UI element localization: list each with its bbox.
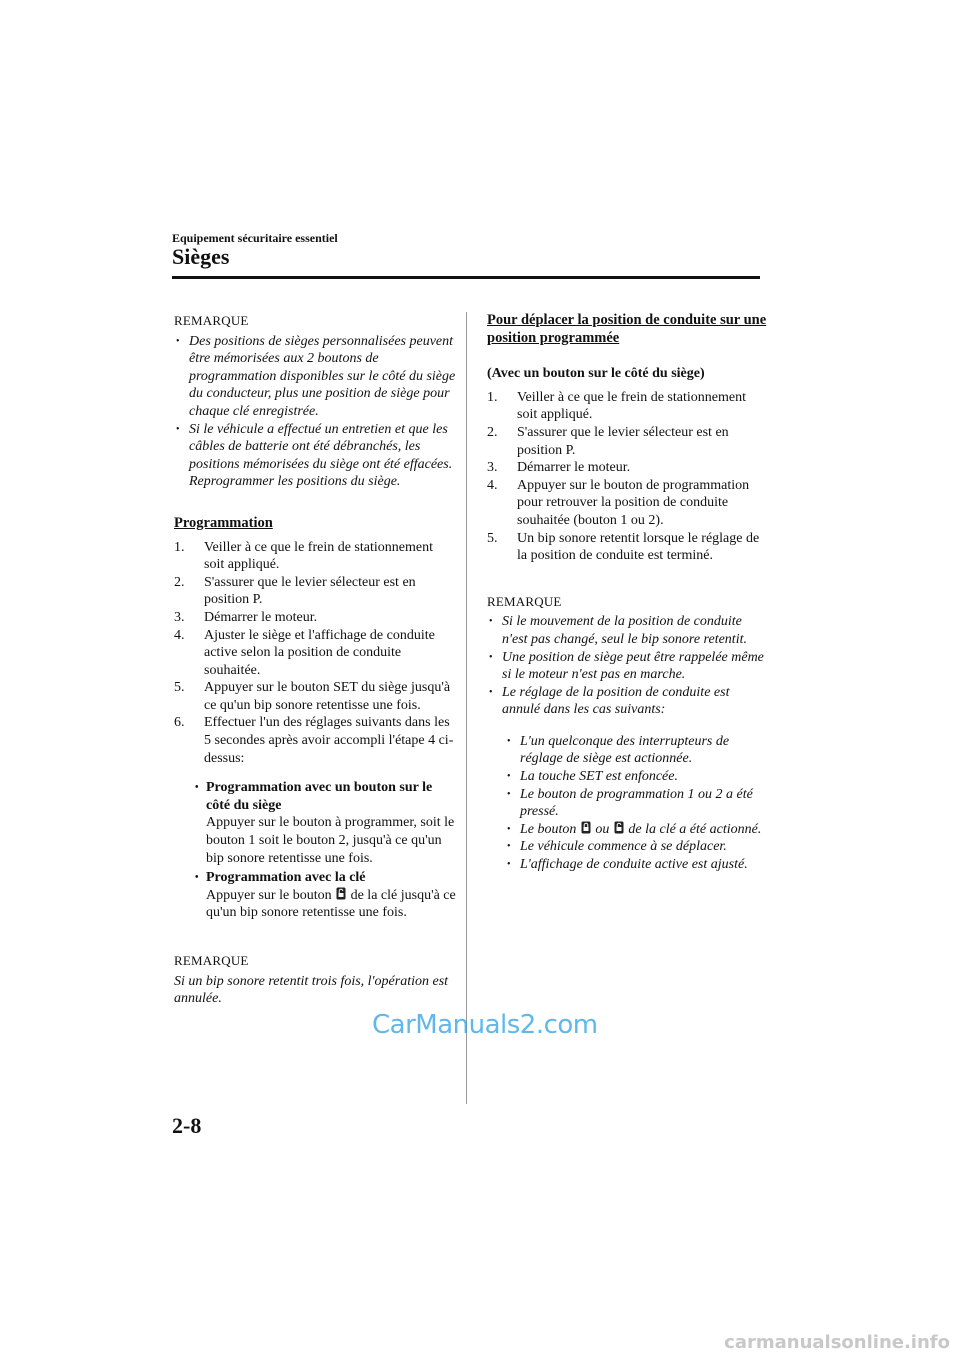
condition-text-part: ou bbox=[595, 821, 610, 837]
section-title-programmation: Programmation bbox=[174, 514, 273, 531]
step-number: 1. bbox=[487, 389, 498, 405]
step-number: 3. bbox=[174, 609, 185, 625]
note-block-2 bbox=[174, 952, 456, 1008]
step-text: Appuyer sur le bouton SET du siège jusqu'à ce qu'un bip sonore retentisse une fois. bbox=[204, 680, 451, 713]
step-item bbox=[174, 609, 456, 627]
header-rule bbox=[172, 276, 760, 279]
option-title: • Programmation avec la clé bbox=[206, 869, 456, 887]
note-item: • Si le mouvement de la position de conduite n'est pas changé, seul le bip sonore retentit. bbox=[487, 613, 767, 648]
option-text-part: Appuyer sur le bouton bbox=[206, 887, 332, 903]
step-number: 2. bbox=[487, 424, 498, 440]
condition-item bbox=[505, 821, 767, 839]
note-item: • Une position de siège peut être rappelée même si le moteur n'est pas en marche. bbox=[487, 649, 767, 684]
note-list bbox=[174, 333, 456, 491]
condition-text-part: de la clé a été actionné. bbox=[628, 821, 762, 837]
condition-item: • L'un quelconque des interrupteurs de réglage de siège est actionnée. bbox=[505, 733, 767, 768]
page-number: 2-8 bbox=[172, 1113, 202, 1138]
note-block-1 bbox=[174, 312, 456, 491]
column-divider bbox=[466, 312, 467, 1104]
note-title: REMARQUE bbox=[174, 953, 249, 968]
note-list bbox=[487, 613, 767, 719]
watermark-carmanuals2: CarManuals2.com bbox=[372, 1010, 598, 1040]
option-title: • Programmation avec un bouton sur le côté du siège bbox=[206, 779, 456, 814]
step-item bbox=[487, 477, 767, 530]
step-item bbox=[174, 627, 456, 680]
subhead: (Avec un bouton sur le côté du siège) bbox=[487, 366, 705, 382]
note-title: REMARQUE bbox=[487, 593, 562, 609]
step-item bbox=[174, 574, 456, 609]
step-number: 5. bbox=[174, 680, 185, 696]
header-section: Equipement sécuritaire essentiel bbox=[172, 231, 338, 245]
option-text bbox=[206, 887, 456, 922]
step-number: 5. bbox=[487, 530, 498, 546]
cancel-conditions-list bbox=[487, 733, 767, 874]
option-seat-button bbox=[204, 779, 456, 867]
step-text: Effectuer l'un des réglages suivants dans les 5 secondes après avoir accompli l'étape 4 ci-dessus: bbox=[204, 715, 454, 766]
note-item: • Des positions de sièges personnalisées peuvent être mémorisées aux 2 boutons de programmation disponibles sur le côté du siège du conducteur, plus une position de siège pour chaque clé enregistrée. bbox=[174, 333, 456, 421]
step-item bbox=[487, 389, 767, 424]
option-key bbox=[204, 869, 456, 922]
option-text-part: de la clé jusqu'à ce qu'un bip sonore retentisse une fois. bbox=[206, 887, 456, 921]
programming-options bbox=[204, 779, 456, 922]
step-text: Un bip sonore retentit lorsque le réglage de la position de conduite est terminé. bbox=[517, 530, 760, 564]
step-item bbox=[487, 459, 767, 477]
lock-key-icon bbox=[581, 821, 591, 834]
note-item: • Le réglage de la position de conduite est annulé dans les cas suivants: bbox=[487, 684, 767, 719]
step-text: Appuyer sur le bouton de programmation pour retrouver la position de conduite souhaitée (bouton 1 ou 2). bbox=[517, 477, 750, 528]
step-number: 2. bbox=[174, 574, 185, 590]
section-title-recall: Pour déplacer la position de conduite sur une position programmée bbox=[487, 312, 767, 346]
step-item bbox=[174, 679, 456, 714]
step-text: Démarrer le moteur. bbox=[204, 609, 318, 625]
step-item bbox=[174, 714, 456, 767]
step-number: 1. bbox=[174, 539, 185, 555]
note-title: REMARQUE bbox=[174, 313, 249, 328]
note-text: Si un bip sonore retentit trois fois, l'opération est annulée. bbox=[174, 973, 449, 1007]
condition-text-part: Le bouton bbox=[520, 821, 577, 837]
unlock-key-icon bbox=[336, 887, 346, 900]
step-text: S'assurer que le levier sélecteur est en position P. bbox=[204, 574, 416, 608]
note-item: • Si le véhicule a effectué un entretien et que les câbles de batterie ont été débranchés, les positions mémorisées du siège ont été effacées. Reprogrammer les positions du siège. bbox=[174, 421, 456, 491]
condition-item: • La touche SET est enfoncée. bbox=[505, 768, 767, 786]
option-text: Appuyer sur le bouton à programmer, soit le bouton 1 soit le bouton 2, jusqu'à ce qu'un bip sonore retentisse une fois. bbox=[206, 815, 455, 866]
step-text: Démarrer le moteur. bbox=[517, 460, 631, 476]
step-text: Ajuster le siège et l'affichage de conduite active selon la position de conduite souhaitée. bbox=[204, 627, 435, 678]
step-item bbox=[487, 530, 767, 565]
step-number: 4. bbox=[174, 627, 185, 643]
condition-item: • Le bouton de programmation 1 ou 2 a été pressé. bbox=[505, 786, 767, 821]
condition-item: • L'affichage de conduite active est ajusté. bbox=[505, 856, 767, 874]
step-text: S'assurer que le levier sélecteur est en position P. bbox=[517, 424, 729, 458]
step-text: Veiller à ce que le frein de stationnement soit appliqué. bbox=[517, 389, 746, 423]
right-column bbox=[487, 312, 767, 874]
recall-steps bbox=[487, 389, 767, 565]
unlock-key-icon bbox=[614, 821, 624, 834]
step-text: Veiller à ce que le frein de stationnement soit appliqué. bbox=[204, 539, 433, 573]
watermark-carmanualsonline: carmanualsonline.info bbox=[724, 1332, 950, 1353]
programming-steps bbox=[174, 539, 456, 768]
step-number: 4. bbox=[487, 477, 498, 493]
note-block-3 bbox=[487, 593, 767, 874]
step-number: 6. bbox=[174, 715, 185, 731]
step-number: 3. bbox=[487, 460, 498, 476]
step-item bbox=[174, 539, 456, 574]
left-column bbox=[174, 312, 456, 1008]
step-item bbox=[487, 424, 767, 459]
page-title: Sièges bbox=[172, 244, 230, 269]
condition-item: • Le véhicule commence à se déplacer. bbox=[505, 838, 767, 856]
